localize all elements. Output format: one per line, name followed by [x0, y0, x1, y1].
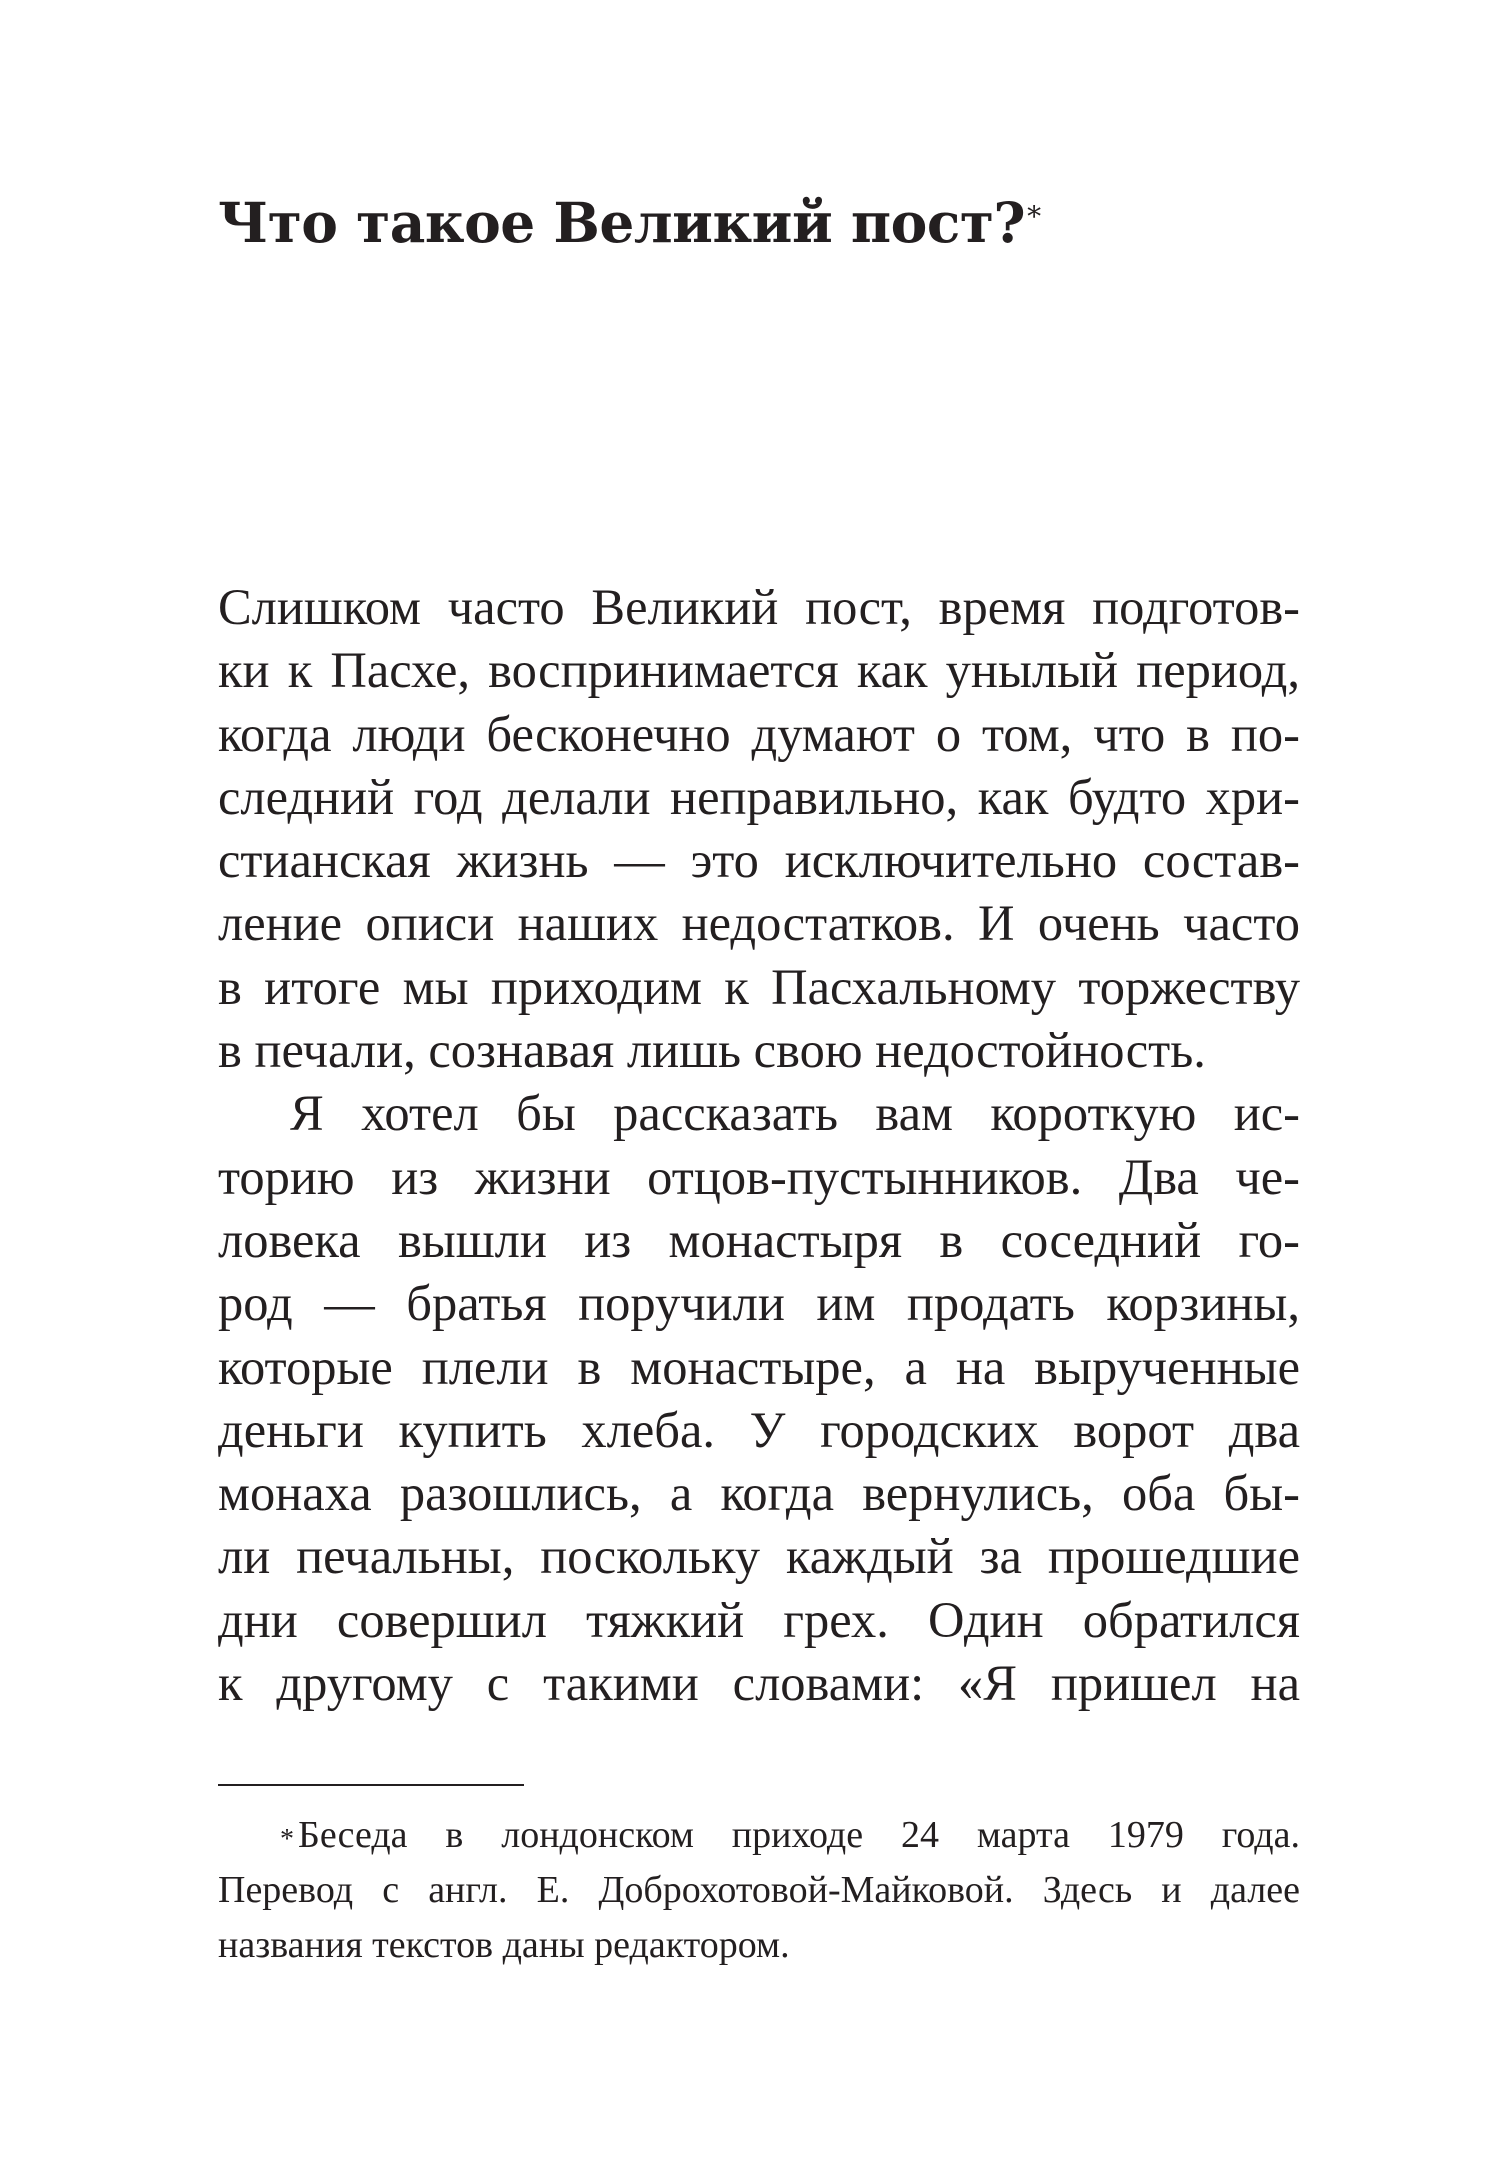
text-line: в итоге мы приходим к Пасхальному торжеству	[218, 958, 1300, 1015]
text-line: Я хотел бы рассказать вам короткую ис-	[290, 1085, 1300, 1142]
text-line: род — братья поручили им продать корзины,	[218, 1275, 1300, 1332]
footnote-divider	[218, 1784, 524, 1786]
body-text	[218, 576, 1300, 1715]
footnote-line: названия текстов даны редактором.	[218, 1924, 790, 1966]
text-line: следний год делали неправильно, как будто хри-	[218, 768, 1300, 825]
footnote-reference-mark: *	[1027, 200, 1041, 233]
text-line: ки к Пасхе, воспринимается как унылый период,	[218, 642, 1300, 699]
text-line: торию из жизни отцов-пустынников. Два че-	[218, 1148, 1300, 1205]
text-line: которые плели в монастыре, а на вырученные	[218, 1338, 1300, 1395]
paragraph-2	[218, 1082, 1300, 1715]
text-line: стианская жизнь — это исключительно состав-	[218, 832, 1300, 889]
chapter-title	[218, 188, 1041, 258]
text-line: ловека вышли из монастыря в соседний го-	[218, 1211, 1300, 1268]
text-line: Слишком часто Великий пост, время подготов-	[218, 579, 1300, 635]
footnote-text: Беседа в лондонском приходе 24 марта 1979 года.	[298, 1814, 1300, 1856]
text-line: монаха разошлись, а когда вернулись, оба бы-	[218, 1465, 1300, 1522]
footnote-mark: *	[280, 1824, 294, 1855]
text-line: когда люди бесконечно думают о том, что в по-	[218, 705, 1300, 762]
text-line: ление описи наших недостатков. И очень часто	[218, 895, 1300, 952]
paragraph-1	[218, 576, 1300, 1082]
footnote	[218, 1808, 1300, 1973]
text-line: к другому с такими словами: «Я пришел на	[218, 1655, 1300, 1712]
footnote-line	[218, 1808, 1300, 1863]
text-line: дни совершил тяжкий грех. Один обратился	[218, 1591, 1300, 1648]
chapter-title-text: Что такое Великий пост?	[218, 190, 1026, 255]
text-line: ли печальны, поскольку каждый за прошедшие	[218, 1528, 1300, 1585]
text-line: деньги купить хлеба. У городских ворот два	[218, 1401, 1300, 1458]
footnote-line: Перевод с англ. Е. Доброхотовой-Майковой. Здесь и далее	[218, 1869, 1300, 1911]
text-line: в печали, сознавая лишь свою недостойность.	[218, 1022, 1206, 1079]
